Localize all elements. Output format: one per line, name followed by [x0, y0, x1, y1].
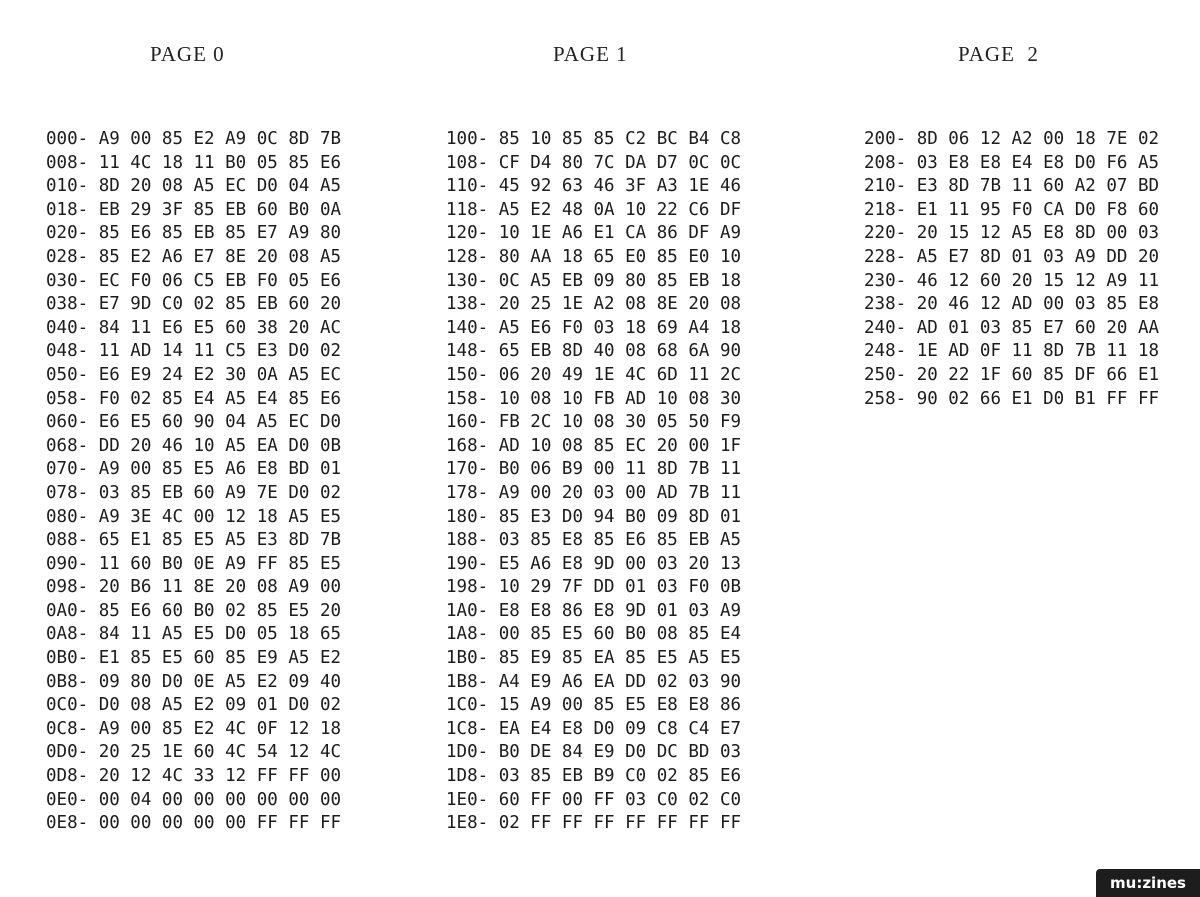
hex-bytes: E1 85 E5 60 85 E9 A5 E2: [98, 648, 342, 669]
hex-dump-line: [46, 128, 341, 152]
hex-address: 118-: [446, 199, 489, 220]
hex-address: 030-: [46, 270, 89, 291]
hex-bytes: 85 E2 A6 E7 8E 20 08 A5: [98, 246, 342, 267]
hex-dump-line: [46, 506, 341, 530]
hex-bytes: 02 FF FF FF FF FF FF FF: [498, 813, 742, 834]
hex-dump-line: [46, 152, 341, 176]
hex-bytes: 10 08 10 FB AD 10 08 30: [498, 388, 742, 409]
hex-bytes: 45 92 63 46 3F A3 1E 46: [498, 176, 742, 197]
hex-address: 200-: [864, 129, 907, 149]
hex-address: 190-: [446, 553, 489, 574]
hex-dump-line: [46, 270, 341, 294]
hex-dump-line: [446, 789, 741, 813]
hex-dump-line: [46, 435, 341, 459]
page-0-hex-dump: [46, 128, 341, 836]
hex-address: 0A8-: [46, 624, 89, 645]
hex-dump-line: [446, 222, 741, 246]
hex-address: 208-: [864, 152, 907, 173]
page-1-hex-dump: [446, 128, 741, 836]
hex-address: 048-: [46, 341, 89, 362]
hex-dump-line: [446, 529, 741, 553]
hex-bytes: 03 85 EB B9 C0 02 85 E6: [498, 766, 742, 787]
hex-address: 068-: [46, 435, 89, 456]
hex-bytes: 10 1E A6 E1 CA 86 DF A9: [498, 223, 742, 244]
hex-address: 1B8-: [446, 671, 489, 692]
hex-dump-line: [446, 576, 741, 600]
hex-address: 248-: [864, 341, 907, 362]
hex-address: 0E0-: [46, 789, 89, 810]
hex-address: 258-: [864, 388, 907, 409]
hex-dump-line: [46, 576, 341, 600]
hex-bytes: A9 00 85 E2 4C 0F 12 18: [98, 718, 342, 739]
hex-dump-line: [864, 293, 1159, 317]
hex-bytes: E3 8D 7B 11 60 A2 07 BD: [916, 176, 1160, 197]
hex-dump-line: [446, 152, 741, 176]
hex-bytes: A9 00 85 E5 A6 E8 BD 01: [98, 459, 342, 480]
hex-address: 0D0-: [46, 742, 89, 763]
hex-dump-line: [46, 411, 341, 435]
hex-dump-line: [446, 199, 741, 223]
hex-bytes: 20 12 4C 33 12 FF FF 00: [98, 766, 342, 787]
hex-address: 1A0-: [446, 600, 489, 621]
hex-dump-line: [46, 317, 341, 341]
page-0-title: PAGE 0: [150, 42, 225, 66]
page-2-title: PAGE 2: [958, 42, 1039, 66]
hex-address: 038-: [46, 294, 89, 315]
hex-bytes: AD 01 03 85 E7 60 20 AA: [916, 317, 1160, 338]
hex-dump-line: [446, 270, 741, 294]
hex-dump-line: [46, 812, 341, 836]
hex-address: 228-: [864, 246, 907, 267]
hex-bytes: 03 85 EB 60 A9 7E D0 02: [98, 482, 342, 503]
hex-address: 0A0-: [46, 600, 89, 621]
hex-address: 070-: [46, 459, 89, 480]
hex-dump-line: [446, 293, 741, 317]
hex-address: 210-: [864, 176, 907, 197]
hex-dump-line: [446, 718, 741, 742]
page-2-hex-dump: [864, 128, 1159, 411]
hex-dump-line: [864, 199, 1159, 223]
hex-dump-line: [46, 647, 341, 671]
hex-dump-line: [46, 246, 341, 270]
hex-address: 020-: [46, 223, 89, 244]
hex-bytes: 15 A9 00 85 E5 E8 E8 86: [498, 695, 742, 716]
hex-address: 0B8-: [46, 671, 89, 692]
hex-address: 138-: [446, 294, 489, 315]
hex-dump-line: [446, 647, 741, 671]
hex-address: 1E8-: [446, 813, 489, 834]
hex-dump-line: [446, 364, 741, 388]
hex-address: 000-: [46, 129, 89, 149]
hex-dump-line: [446, 694, 741, 718]
hex-dump-line: [864, 246, 1159, 270]
hex-dump-line: [46, 741, 341, 765]
hex-bytes: B0 DE 84 E9 D0 DC BD 03: [498, 742, 742, 763]
hex-dump-line: [446, 553, 741, 577]
hex-address: 1A8-: [446, 624, 489, 645]
hex-bytes: 06 20 49 1E 4C 6D 11 2C: [498, 364, 742, 385]
hex-address: 080-: [46, 506, 89, 527]
hex-dump-line: [446, 246, 741, 270]
hex-address: 238-: [864, 294, 907, 315]
hex-address: 0C0-: [46, 695, 89, 716]
hex-address: 028-: [46, 246, 89, 267]
hex-bytes: 0C A5 EB 09 80 85 EB 18: [498, 270, 742, 291]
hex-dump-line: [446, 506, 741, 530]
hex-bytes: 85 10 85 85 C2 BC B4 C8: [498, 129, 742, 149]
hex-bytes: 11 4C 18 11 B0 05 85 E6: [98, 152, 342, 173]
hex-dump-line: [46, 364, 341, 388]
hex-dump-line: [46, 293, 341, 317]
hex-address: 168-: [446, 435, 489, 456]
hex-dump-line: [46, 482, 341, 506]
hex-dump-line: [46, 553, 341, 577]
hex-dump-line: [864, 270, 1159, 294]
hex-address: 108-: [446, 152, 489, 173]
hex-address: 1E0-: [446, 789, 489, 810]
hex-dump-line: [864, 388, 1159, 412]
hex-address: 1B0-: [446, 648, 489, 669]
hex-address: 008-: [46, 152, 89, 173]
hex-address: 250-: [864, 364, 907, 385]
hex-address: 0E8-: [46, 813, 89, 834]
hex-dump-line: [46, 199, 341, 223]
hex-dump-line: [864, 152, 1159, 176]
hex-address: 060-: [46, 412, 89, 433]
hex-dump-line: [864, 364, 1159, 388]
hex-bytes: 85 E6 60 B0 02 85 E5 20: [98, 600, 342, 621]
hex-address: 110-: [446, 176, 489, 197]
hex-dump-line: [446, 317, 741, 341]
hex-address: 180-: [446, 506, 489, 527]
hex-bytes: 20 B6 11 8E 20 08 A9 00: [98, 577, 342, 598]
hex-bytes: 65 E1 85 E5 A5 E3 8D 7B: [98, 530, 342, 551]
hex-dump-line: [446, 128, 741, 152]
hex-dump-line: [446, 671, 741, 695]
hex-bytes: 90 02 66 E1 D0 B1 FF FF: [916, 388, 1160, 409]
hex-bytes: AD 10 08 85 EC 20 00 1F: [498, 435, 742, 456]
hex-bytes: A9 00 85 E2 A9 0C 8D 7B: [98, 129, 342, 149]
hex-bytes: 20 25 1E A2 08 8E 20 08: [498, 294, 742, 315]
hex-address: 050-: [46, 364, 89, 385]
hex-dump-line: [446, 388, 741, 412]
hex-dump-line: [46, 222, 341, 246]
hex-dump-line: [864, 175, 1159, 199]
page-1-title: PAGE 1: [553, 42, 628, 66]
hex-address: 150-: [446, 364, 489, 385]
hex-bytes: 03 85 E8 85 E6 85 EB A5: [498, 530, 742, 551]
hex-bytes: 00 00 00 00 00 FF FF FF: [98, 813, 342, 834]
hex-dump-line: [46, 175, 341, 199]
hex-bytes: A5 E6 F0 03 18 69 A4 18: [498, 317, 742, 338]
hex-bytes: 85 E3 D0 94 B0 09 8D 01: [498, 506, 742, 527]
hex-bytes: FB 2C 10 08 30 05 50 F9: [498, 412, 742, 433]
hex-bytes: A5 E7 8D 01 03 A9 DD 20: [916, 246, 1160, 267]
hex-address: 230-: [864, 270, 907, 291]
hex-address: 218-: [864, 199, 907, 220]
hex-bytes: 11 60 B0 0E A9 FF 85 E5: [98, 553, 342, 574]
hex-bytes: E7 9D C0 02 85 EB 60 20: [98, 294, 342, 315]
hex-bytes: 84 11 E6 E5 60 38 20 AC: [98, 317, 342, 338]
hex-dump-line: [446, 812, 741, 836]
hex-bytes: E8 E8 86 E8 9D 01 03 A9: [498, 600, 742, 621]
hex-dump-line: [46, 529, 341, 553]
hex-address: 098-: [46, 577, 89, 598]
hex-bytes: EB 29 3F 85 EB 60 B0 0A: [98, 199, 342, 220]
hex-address: 1D0-: [446, 742, 489, 763]
hex-dump-line: [446, 482, 741, 506]
hex-dump-line: [446, 600, 741, 624]
hex-address: 188-: [446, 530, 489, 551]
hex-dump-line: [446, 435, 741, 459]
hex-bytes: 84 11 A5 E5 D0 05 18 65: [98, 624, 342, 645]
hex-address: 178-: [446, 482, 489, 503]
hex-bytes: 10 29 7F DD 01 03 F0 0B: [498, 577, 742, 598]
hex-address: 148-: [446, 341, 489, 362]
hex-bytes: 46 12 60 20 15 12 A9 11: [916, 270, 1160, 291]
hex-address: 088-: [46, 530, 89, 551]
hex-dump-line: [864, 340, 1159, 364]
hex-bytes: 00 04 00 00 00 00 00 00: [98, 789, 342, 810]
hex-bytes: EC F0 06 C5 EB F0 05 E6: [98, 270, 342, 291]
hex-bytes: 8D 06 12 A2 00 18 7E 02: [916, 129, 1160, 149]
hex-address: 090-: [46, 553, 89, 574]
hex-bytes: CF D4 80 7C DA D7 0C 0C: [498, 152, 742, 173]
hex-address: 018-: [46, 199, 89, 220]
muzines-logo[interactable]: mu:zines: [1096, 869, 1200, 897]
hex-address: 128-: [446, 246, 489, 267]
hex-bytes: A9 3E 4C 00 12 18 A5 E5: [98, 506, 342, 527]
hex-address: 140-: [446, 317, 489, 338]
hex-dump-line: [46, 694, 341, 718]
hex-bytes: EA E4 E8 D0 09 C8 C4 E7: [498, 718, 742, 739]
hex-address: 1C8-: [446, 718, 489, 739]
hex-bytes: F0 02 85 E4 A5 E4 85 E6: [98, 388, 342, 409]
hex-address: 058-: [46, 388, 89, 409]
hex-dump-line: [46, 388, 341, 412]
hex-bytes: A5 E2 48 0A 10 22 C6 DF: [498, 199, 742, 220]
hex-bytes: A4 E9 A6 EA DD 02 03 90: [498, 671, 742, 692]
hex-dump-line: [46, 458, 341, 482]
hex-address: 130-: [446, 270, 489, 291]
hex-dump-line: [46, 623, 341, 647]
hex-bytes: E6 E5 60 90 04 A5 EC D0: [98, 412, 342, 433]
hex-dump-line: [46, 671, 341, 695]
hex-address: 078-: [46, 482, 89, 503]
hex-bytes: DD 20 46 10 A5 EA D0 0B: [98, 435, 342, 456]
hex-bytes: 65 EB 8D 40 08 68 6A 90: [498, 341, 742, 362]
hex-address: 100-: [446, 129, 489, 149]
hex-address: 0D8-: [46, 766, 89, 787]
hex-bytes: A9 00 20 03 00 AD 7B 11: [498, 482, 742, 503]
hex-bytes: B0 06 B9 00 11 8D 7B 11: [498, 459, 742, 480]
hex-bytes: 09 80 D0 0E A5 E2 09 40: [98, 671, 342, 692]
hex-bytes: 60 FF 00 FF 03 C0 02 C0: [498, 789, 742, 810]
hex-address: 158-: [446, 388, 489, 409]
hex-dump-line: [864, 317, 1159, 341]
hex-dump-line: [46, 718, 341, 742]
hex-bytes: 20 25 1E 60 4C 54 12 4C: [98, 742, 342, 763]
hex-address: 220-: [864, 223, 907, 244]
hex-address: 198-: [446, 577, 489, 598]
hex-dump-line: [446, 340, 741, 364]
hex-dump-line: [446, 623, 741, 647]
hex-address: 240-: [864, 317, 907, 338]
hex-dump-line: [46, 600, 341, 624]
hex-dump-line: [46, 340, 341, 364]
hex-address: 120-: [446, 223, 489, 244]
hex-bytes: 20 22 1F 60 85 DF 66 E1: [916, 364, 1160, 385]
hex-bytes: E5 A6 E8 9D 00 03 20 13: [498, 553, 742, 574]
hex-bytes: 20 46 12 AD 00 03 85 E8: [916, 294, 1160, 315]
hex-dump-line: [446, 411, 741, 435]
hex-address: 040-: [46, 317, 89, 338]
hex-address: 010-: [46, 176, 89, 197]
hex-dump-line: [864, 128, 1159, 152]
hex-bytes: 11 AD 14 11 C5 E3 D0 02: [98, 341, 342, 362]
hex-dump-line: [46, 789, 341, 813]
hex-dump-line: [446, 458, 741, 482]
hex-dump-line: [864, 222, 1159, 246]
hex-address: 1C0-: [446, 695, 489, 716]
hex-dump-line: [46, 765, 341, 789]
hex-bytes: 1E AD 0F 11 8D 7B 11 18: [916, 341, 1160, 362]
hex-dump-line: [446, 741, 741, 765]
hex-dump-line: [446, 175, 741, 199]
hex-bytes: E6 E9 24 E2 30 0A A5 EC: [98, 364, 342, 385]
hex-bytes: 03 E8 E8 E4 E8 D0 F6 A5: [916, 152, 1160, 173]
hex-bytes: D0 08 A5 E2 09 01 D0 02: [98, 695, 342, 716]
hex-bytes: 80 AA 18 65 E0 85 E0 10: [498, 246, 742, 267]
hex-dump-line: [446, 765, 741, 789]
hex-address: 160-: [446, 412, 489, 433]
hex-address: 0B0-: [46, 648, 89, 669]
hex-bytes: 00 85 E5 60 B0 08 85 E4: [498, 624, 742, 645]
hex-bytes: 85 E9 85 EA 85 E5 A5 E5: [498, 648, 742, 669]
hex-address: 170-: [446, 459, 489, 480]
hex-address: 1D8-: [446, 766, 489, 787]
hex-bytes: 8D 20 08 A5 EC D0 04 A5: [98, 176, 342, 197]
hex-bytes: E1 11 95 F0 CA D0 F8 60: [916, 199, 1160, 220]
hex-bytes: 20 15 12 A5 E8 8D 00 03: [916, 223, 1160, 244]
hex-bytes: 85 E6 85 EB 85 E7 A9 80: [98, 223, 342, 244]
hex-address: 0C8-: [46, 718, 89, 739]
